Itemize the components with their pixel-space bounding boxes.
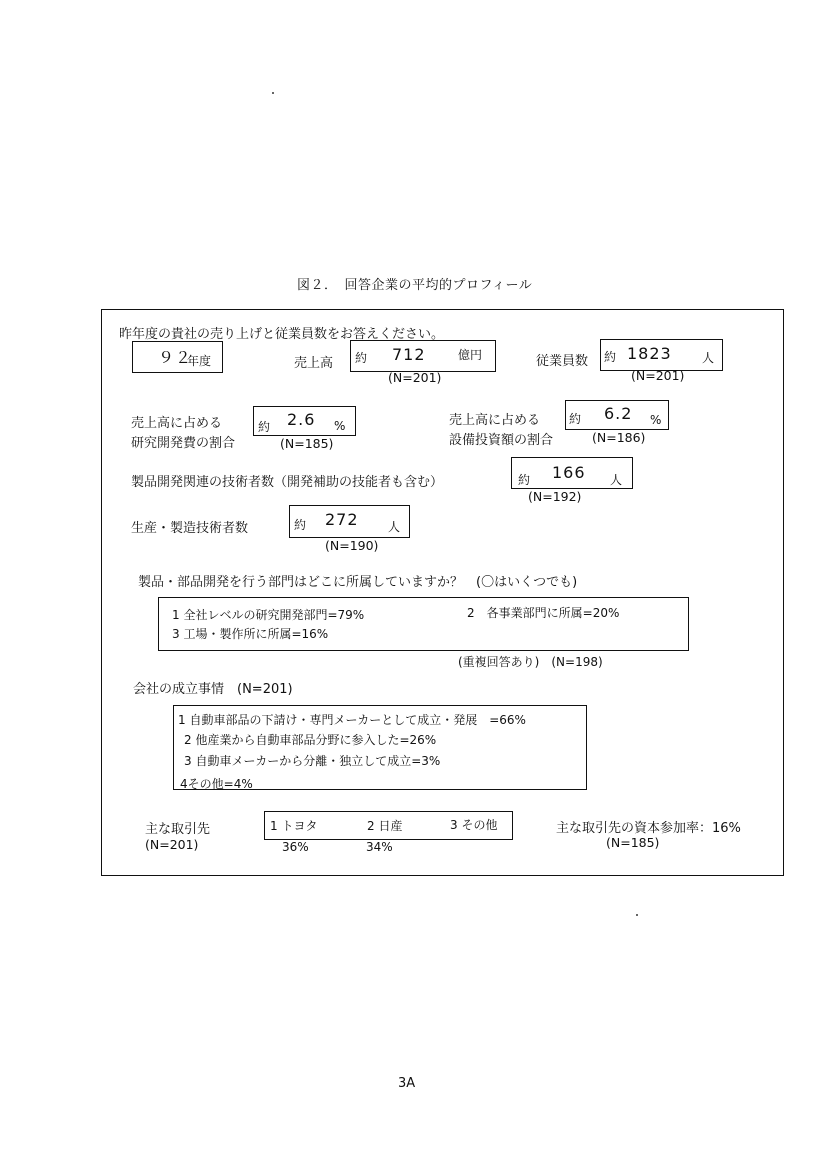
clients-label: 主な取引先 xyxy=(145,822,211,837)
rd-label-1: 売上高に占める xyxy=(131,416,223,431)
client-1: 1 トヨタ xyxy=(270,819,318,833)
capital-participation-n: (N=185) xyxy=(606,835,660,850)
eng-prod-value: 272 xyxy=(325,510,359,529)
question-main: 昨年度の貴社の売り上げと従業員数をお答えください。 xyxy=(119,327,445,342)
origin-answer-3: 3 自動車メーカーから分離・独立して成立=3% xyxy=(184,754,441,768)
client-2-share: 34% xyxy=(366,840,393,854)
capex-unit: % xyxy=(650,413,662,427)
dept-question: 製品・部品開発を行う部門はどこに所属していますか？ (〇はいくつでも) xyxy=(138,575,578,590)
clients-n: (N=201) xyxy=(145,837,199,852)
client-2: 2 日産 xyxy=(367,819,403,833)
origin-answer-4: 4その他=4% xyxy=(180,777,253,791)
year-value: ９２ xyxy=(158,348,193,367)
scan-speck xyxy=(636,914,638,916)
origin-answer-2: 2 他産業から自動車部品分野に参入した=26% xyxy=(184,733,437,747)
eng-prod-unit: 人 xyxy=(388,520,401,534)
eng-prod-n: (N=190) xyxy=(325,538,379,553)
sales-value: 712 xyxy=(392,345,426,364)
rd-label-2: 研究開発費の割合 xyxy=(131,436,236,451)
rd-prefix: 約 xyxy=(258,420,271,434)
eng-dev-label: 製品開発関連の技術者数（開発補助の技能者も含む） xyxy=(131,475,444,490)
capex-label-1: 売上高に占める xyxy=(449,413,541,428)
employees-n: (N=201) xyxy=(631,368,685,383)
capital-participation-label: 主な取引先の資本参加率：16% xyxy=(556,821,741,836)
sales-unit: 億円 xyxy=(458,348,483,362)
eng-prod-label: 生産・製造技術者数 xyxy=(131,521,249,536)
sales-label: 売上高 xyxy=(294,356,334,371)
rd-n: (N=185) xyxy=(280,436,334,451)
eng-dev-prefix: 約 xyxy=(518,473,531,487)
origin-label: 会社の成立事情 (N=201) xyxy=(133,682,293,697)
origin-answer-1: 1 自動車部品の下請け・専門メーカーとして成立・発展 =66% xyxy=(178,713,526,727)
rd-unit: % xyxy=(334,419,346,433)
page-number: 3A xyxy=(398,1076,416,1091)
capex-prefix: 約 xyxy=(569,412,582,426)
eng-dev-unit: 人 xyxy=(610,473,623,487)
employees-value: 1823 xyxy=(627,344,672,363)
year-unit: 年度 xyxy=(187,354,212,368)
dept-answer-3: 3 工場・製作所に所属=16% xyxy=(172,627,329,641)
eng-dev-n: (N=192) xyxy=(528,489,582,504)
client-1-share: 36% xyxy=(282,840,309,854)
capex-n: (N=186) xyxy=(592,430,646,445)
dept-answer-2: 2 各事業部門に所属=20% xyxy=(467,606,620,620)
rd-value: 2.6 xyxy=(287,410,316,429)
eng-prod-prefix: 約 xyxy=(294,518,307,532)
employees-label: 従業員数 xyxy=(536,354,589,369)
figure-title: 図２． 回答企業の平均的プロフィール xyxy=(297,278,533,293)
dept-note: (重複回答あり) (N=198) xyxy=(458,655,603,669)
sales-prefix: 約 xyxy=(355,351,368,365)
sales-n: (N=201) xyxy=(388,370,442,385)
eng-dev-value: 166 xyxy=(552,463,586,482)
capex-label-2: 設備投資額の割合 xyxy=(449,433,554,448)
employees-unit: 人 xyxy=(702,351,715,365)
capex-value: 6.2 xyxy=(604,404,633,423)
employees-prefix: 約 xyxy=(604,350,617,364)
scan-speck xyxy=(272,92,274,94)
dept-answer-1: 1 全社レベルの研究開発部門=79% xyxy=(172,608,365,622)
client-3: 3 その他 xyxy=(450,818,498,832)
